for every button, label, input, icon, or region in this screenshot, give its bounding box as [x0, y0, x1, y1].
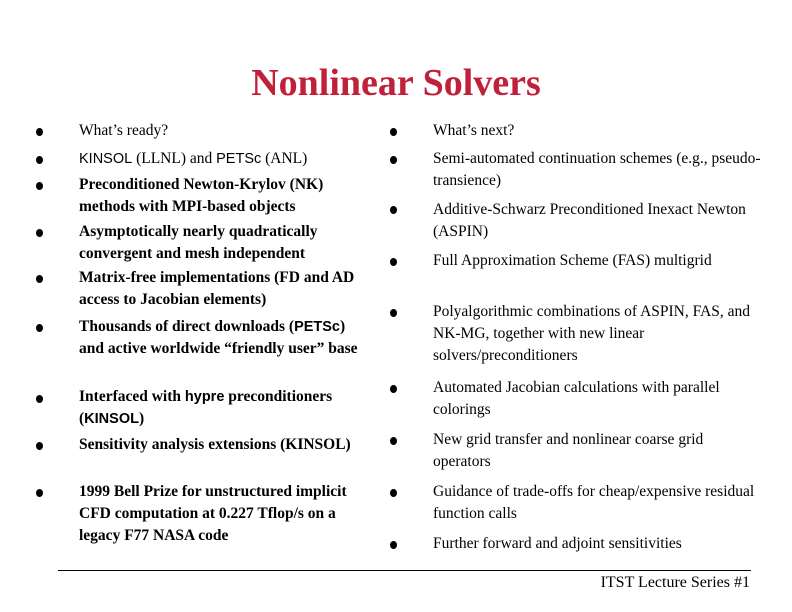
right-item-5: Automated Jacobian calculations with parallel colorings — [433, 379, 720, 418]
left-heading: What’s ready? — [79, 122, 169, 139]
bullet-icon — [390, 206, 397, 214]
bullet-icon — [36, 156, 43, 164]
kinsol-text: KINSOL — [79, 151, 133, 167]
bullet-icon — [390, 541, 397, 549]
bullet-icon — [390, 489, 397, 497]
left-item-1 — [79, 148, 369, 170]
right-item-3: Full Approximation Scheme (FAS) multigrid — [433, 252, 712, 269]
text-segment: Interfaced with — [79, 388, 185, 405]
left-item-4: Matrix-free implementations (FD and AD access to Jacobian elements) — [79, 269, 355, 308]
slide-title: Nonlinear Solvers — [251, 62, 541, 104]
bullet-icon — [36, 128, 43, 136]
text-segment: ) — [138, 410, 145, 427]
left-item-5 — [79, 316, 369, 360]
right-item-2: Additive-Schwarz Preconditioned Inexact Newton (ASPIN) — [433, 201, 746, 240]
text-segment: preconditioners ( — [79, 388, 333, 427]
bullet-icon — [390, 385, 397, 393]
right-item-6: New grid transfer and nonlinear coarse grid operators — [433, 431, 704, 470]
bullet-icon — [390, 437, 397, 445]
petsc-text: PETSc — [294, 319, 340, 335]
left-item-6 — [79, 386, 369, 430]
bullet-icon — [36, 275, 43, 283]
bullet-icon — [36, 395, 43, 403]
text-segment: ) and active worldwide “friendly user” base — [79, 318, 358, 357]
hypre-text: hypre — [184, 389, 225, 405]
right-item-1: Semi-automated continuation schemes (e.g., pseudo-transience) — [433, 150, 761, 189]
text-segment: (ANL) — [261, 150, 308, 167]
bullet-icon — [36, 229, 43, 237]
bullet-icon — [390, 156, 397, 164]
bullet-icon — [36, 182, 43, 190]
text-segment: Thousands of direct downloads ( — [79, 318, 295, 335]
bullet-icon — [390, 128, 397, 136]
right-item-8: Further forward and adjoint sensitivities — [433, 535, 682, 552]
right-item-7: Guidance of trade-offs for cheap/expensive residual function calls — [433, 483, 755, 522]
bullet-icon — [390, 258, 397, 266]
bullet-icon — [36, 442, 43, 450]
footer-text: ITST Lecture Series #1 — [600, 574, 750, 591]
left-item-2: Preconditioned Newton-Krylov (NK) methods with MPI-based objects — [79, 176, 324, 215]
bullet-icon — [36, 324, 43, 332]
bullet-icon — [36, 489, 43, 497]
left-item-3: Asymptotically nearly quadratically convergent and mesh independent — [79, 223, 318, 262]
left-item-8: 1999 Bell Prize for unstructured implicit CFD computation at 0.227 Tflop/s on a legacy F77 NASA code — [79, 483, 347, 544]
footer-rule — [58, 570, 751, 571]
right-heading: What’s next? — [433, 122, 515, 139]
bullet-icon — [390, 309, 397, 317]
kinsol-text: KINSOL — [84, 411, 139, 427]
text-segment: (LLNL) and — [132, 150, 217, 167]
left-item-7: Sensitivity analysis extensions (KINSOL) — [79, 436, 351, 453]
right-item-4: Polyalgorithmic combinations of ASPIN, FAS, and NK-MG, together with new linear solvers/preconditioners — [433, 303, 751, 364]
petsc-text: PETSc — [216, 151, 262, 167]
